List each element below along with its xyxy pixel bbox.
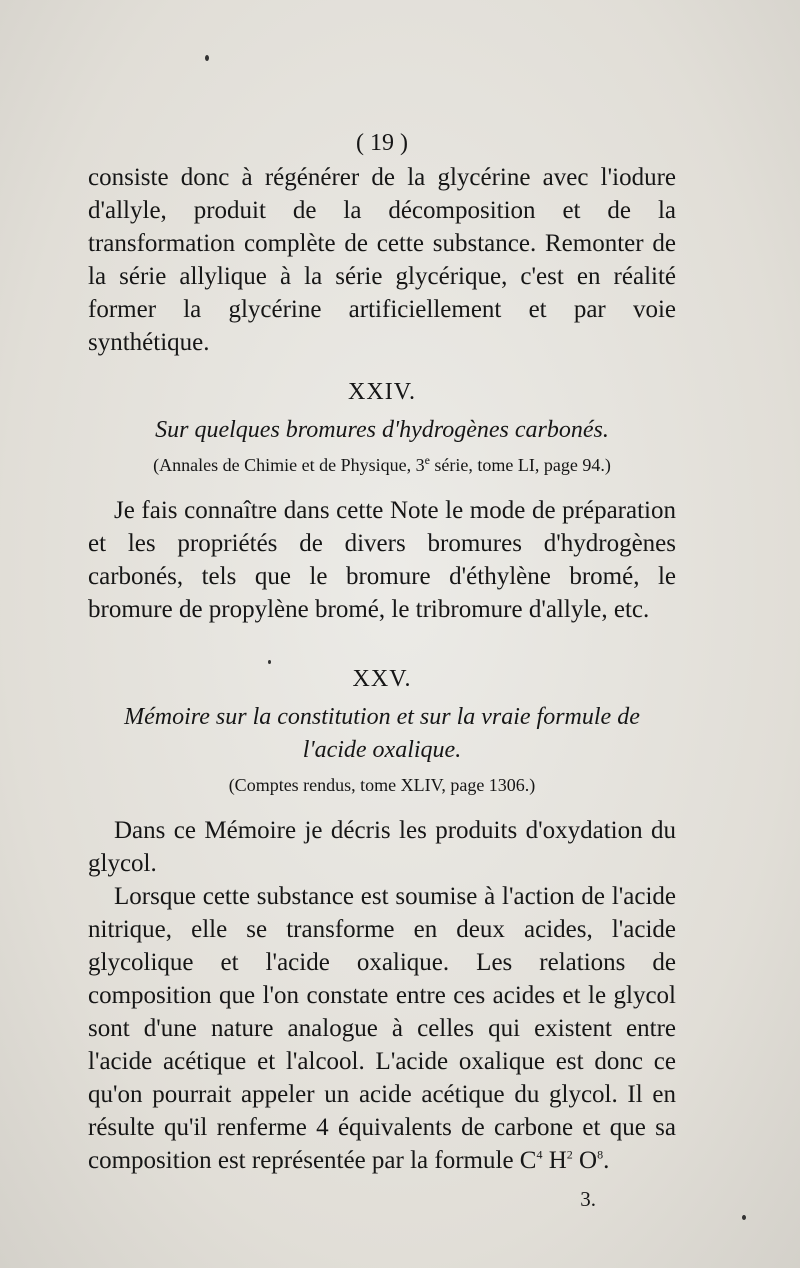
section-title: Sur quelques bromures d'hydrogènes carbonés. xyxy=(155,417,609,443)
intro-paragraph: consiste donc à régénérer de la glycérine avec l'iodure d'allyle, produit de la décomposition et de la transformation complète de cette substance. Remonter de la série allylique à la série glycérique, c'est en réalité former la glycérine artificiellement et par voie synthétique. xyxy=(88,164,676,356)
section-paragraph: Lorsque cette substance est soumise à l'action de l'acide nitrique, elle se transforme en deux acides, l'acide glycolique et l'acide oxalique. Les relations de composition que l'on constate entre ces acides et le glycol sont d'une nature analogue à celles qui existent entre l'acide acétique et l'alcool. L'acide oxalique est donc ce qu'on pourrait appeler un acide acétique du glycol. Il en résulte qu'il renferme 4 équivalents de carbone et que sa composition est représentée par la formule $C^4$ $H^2$ $O^8$. xyxy=(88,883,676,1174)
section-title: Mémoire sur la constitution et sur la vraie formule de l'acide oxalique. xyxy=(124,704,640,763)
section-reference: (Comptes rendus, tome XLIV, page 1306.) xyxy=(228,775,536,795)
page-text xyxy=(88,130,676,1212)
signature-mark: 3. xyxy=(580,1187,596,1211)
section-paragraph: Dans ce Mémoire je décris les produits d'oxydation du glycol. xyxy=(88,817,676,877)
page-number: ( 19 ) xyxy=(356,130,408,156)
section-number: XXIV. xyxy=(348,379,416,405)
section-reference: (Annales de Chimie et de Physique, 3e série, tome LI, page 94.) xyxy=(153,453,611,475)
ink-speck xyxy=(205,55,209,61)
section-number: XXV. xyxy=(352,666,412,692)
ink-speck xyxy=(742,1215,746,1220)
section-paragraph: Je fais connaître dans cette Note le mode de préparation et les propriétés de divers bromures d'hydrogènes carbonés, tels que le bromure d'éthylène bromé, le bromure de propylène bromé, le tribromure d'allyle, etc. xyxy=(88,497,676,623)
chemical-formula: $C^4$ $H^2$ $O^8$. xyxy=(519,1147,610,1174)
